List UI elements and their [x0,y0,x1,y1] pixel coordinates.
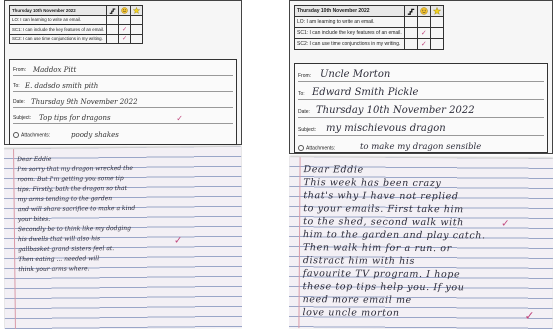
letter-line: that's why I have not replied [303,190,459,203]
letter-line: need more email me [302,294,412,306]
date-value: Thursday 10th November 2022 [316,105,475,116]
left-lo-text: LO: I can learning to write an email. [10,15,107,25]
from-label: From: [298,73,312,79]
left-sc1-text: SC1: I can include the key features of an email. [10,25,107,35]
letter-line: to the shed, second walk with [303,216,464,229]
paperclip-icon [298,145,304,151]
left-worksheet-photo [4,0,242,329]
margin-line [13,149,16,329]
smiley-icon [417,6,430,17]
subject-row [13,110,233,124]
tick-mark: ✓ [119,34,131,44]
right-sc2-text: SC2: I can use time conjunctions in my writing. [295,39,405,50]
attachments-label-wrap [298,145,335,151]
letter-line: and will share sacrifice to make a kind [17,204,136,214]
letter-line: these top tips help you. If you [302,281,465,294]
to-row [298,84,544,100]
right-email-form [294,63,548,153]
date-label: Date: [13,99,25,105]
letter-line: gallbasket grand sisters feel at. [18,245,115,254]
letter-line: Dear Eddie [303,164,364,176]
left-lined-paper [4,147,242,329]
left-objectives-table [9,5,143,44]
to-row [13,78,233,92]
tick-mark: ✓ [176,114,183,123]
right-date-heading: Thursday 10th November 2022 [295,6,405,17]
tick-mark: ✓ [524,308,535,323]
to-label: To: [13,83,20,89]
left-date-heading: Thursday 10th November 2022 [10,6,107,16]
subject-row [298,120,544,136]
date-row [13,94,233,108]
star-icon [430,6,443,17]
tick-mark: ✓ [119,25,131,35]
margin-line [298,157,300,328]
tick-mark: ✓ [173,235,183,247]
to-value: Edward Smith Pickle [312,87,419,98]
letter-line: Then walk him for a run. or [302,242,452,255]
letter-line: favourite TV program. I hope [302,268,461,281]
attachments-label: Attachments: [306,145,336,151]
right-worksheet-photo [289,0,553,329]
letter-line: Dear Eddie [17,155,52,164]
right-printed-header [289,0,553,154]
stairs-icon [404,6,417,17]
stairs-icon [107,6,119,16]
subject-label: Subject: [13,115,32,121]
right-lined-paper [289,157,553,329]
tick-mark: ✓ [501,218,510,230]
from-label: From: [13,67,27,73]
left-sc2-text: SC2: I can use time conjunctions in my writing. [10,34,107,44]
letter-line: This week has been crazy [303,177,442,190]
letter-line: my arms tending to the garden [17,195,113,204]
attachments-value: to make my dragon sensible [360,142,482,152]
attachments-row [13,126,233,140]
letter-line: your bites. [17,215,51,224]
date-value: Thursday 9th November 2022 [31,98,138,106]
letter-line: Then eating ... needed will [18,255,100,264]
attachments-label: Attachments: [21,132,51,138]
letter-line: love uncle morton [302,307,400,319]
letter-line: room. But I'm getting you some tip [17,174,124,184]
letter-line: him to the garden and play catch. [303,229,486,242]
letter-line: to your emails. First take him [303,203,464,216]
attachments-label-wrap [13,132,50,138]
attachments-value: poody shakes [71,131,119,139]
smiley-icon [119,6,131,16]
from-value: Maddox Pitt [33,66,77,74]
letter-line: Secondly be to think like my dodging [17,224,131,234]
subject-label: Subject: [298,127,317,133]
to-value: E. dadsdo smith pith [25,82,99,90]
right-sc1-text: SC1: I can include the key features of an email. [295,28,405,39]
date-row [298,102,544,118]
date-label: Date: [298,109,310,115]
left-printed-header [4,0,242,145]
right-handwritten-letter [302,163,547,321]
from-row [13,62,233,76]
letter-line: think your arms where. [18,265,90,274]
letter-line: I'm sorry that my dragon wrecked the [17,164,133,174]
star-icon [131,6,143,16]
paperclip-icon [13,132,19,138]
tick-mark: ✓ [417,39,430,50]
letter-line: tips. Firstly, bath the dragon so that [17,184,128,194]
left-handwritten-letter [17,153,236,275]
to-label: To: [298,91,305,97]
from-value: Uncle Morton [320,69,391,80]
letter-line: his dwells that will also his [17,235,101,244]
right-lo-text: LO: I am learning to write an email. [295,17,405,28]
subject-value: my mischievous dragon [326,123,446,134]
letter-line: distract him with his [302,255,416,267]
from-row [298,66,544,82]
right-objectives-table [294,5,444,50]
left-email-form [9,59,237,145]
attachments-row [298,137,544,153]
subject-value: Top tips for dragons [39,114,111,122]
tick-mark: ✓ [417,28,430,39]
